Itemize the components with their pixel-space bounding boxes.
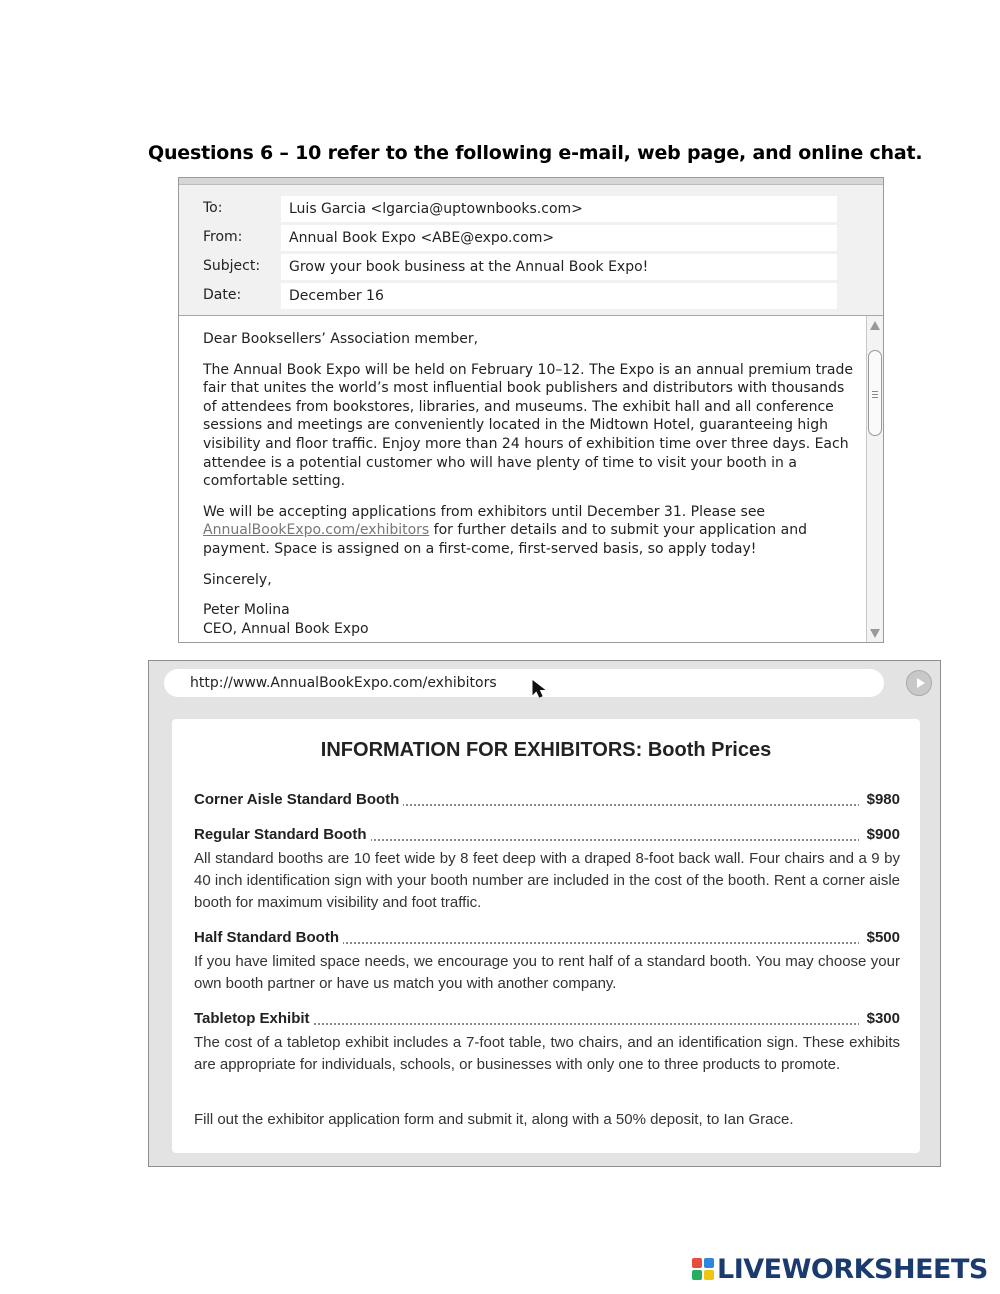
item-description: If you have limited space needs, we encourage you to rent half of a standard booth. You may choose your own booth partner or have us match you with another company.	[194, 953, 900, 992]
application-note: Fill out the exhibitor application form and submit it, along with a 50% deposit, to Ian Grace.	[194, 1111, 794, 1128]
item-description: The cost of a tabletop exhibit includes a 7-foot table, two chairs, and an identification sign. These exhibits are appropriate for individuals, schools, or businesses with only one to three products to promote.	[194, 1034, 900, 1073]
browser-window	[148, 660, 941, 1167]
grip-icon	[872, 391, 878, 392]
email-signer-title: CEO, Annual Book Expo	[203, 620, 369, 637]
exhibitors-link[interactable]: AnnualBookExpo.com/exhibitors	[203, 522, 430, 539]
email-signer-name: Peter Molina	[203, 602, 290, 619]
item-price: $900	[859, 826, 900, 843]
page-heading: Questions 6 – 10 refer to the following e-mail, web page, and online chat.	[148, 142, 923, 164]
email-scrollbar[interactable]	[866, 316, 883, 642]
item-price: $300	[859, 1010, 900, 1027]
price-item-half	[194, 929, 900, 995]
email-to-label: To:	[203, 200, 223, 216]
email-paragraph-2	[203, 503, 855, 559]
scroll-down-arrow-icon[interactable]	[870, 629, 880, 638]
item-price: $500	[859, 929, 900, 946]
price-item-corner	[194, 791, 900, 813]
email-date-field[interactable]: December 16	[281, 283, 837, 309]
address-bar[interactable]: http://www.AnnualBookExpo.com/exhibitors	[164, 669, 884, 697]
email-title-bar	[179, 178, 883, 185]
scroll-thumb[interactable]	[868, 350, 882, 436]
mouse-cursor-icon	[532, 680, 548, 698]
email-subject-label: Subject:	[203, 258, 261, 274]
email-window	[178, 177, 884, 643]
email-subject-row	[179, 254, 883, 282]
item-price: $980	[859, 791, 900, 808]
item-name: Corner Aisle Standard Booth	[194, 791, 403, 808]
email-date-label: Date:	[203, 287, 242, 303]
email-to-field[interactable]: Luis Garcia <lgarcia@uptownbooks.com>	[281, 196, 837, 222]
page-title: INFORMATION FOR EXHIBITORS: Booth Prices	[320, 739, 772, 761]
item-name: Tabletop Exhibit	[194, 1010, 314, 1027]
email-from-field[interactable]: Annual Book Expo <ABE@expo.com>	[281, 225, 837, 251]
email-date-row	[179, 283, 883, 311]
price-item-regular	[194, 826, 900, 914]
scroll-up-arrow-icon[interactable]	[870, 321, 880, 330]
logo-text: LIVEWORKSHEETS	[717, 1254, 988, 1285]
item-description: All standard booths are 10 feet wide by 8 feet deep with a draped 8-foot back wall. Four chairs and a 9 by 40 inch identification sign with your booth number are included in the cost of the booth. Rent a corner aisle booth for maximum visibility and foot traffic.	[194, 850, 900, 911]
email-body	[203, 330, 855, 638]
price-item-tabletop	[194, 1010, 900, 1076]
email-greeting: Dear Booksellers’ Association member,	[203, 331, 479, 347]
email-paragraph-2-end: for further details and to submit your application and payment. Space is assigned on a first-come, first-served basis, so apply today!	[203, 522, 807, 557]
email-from-label: From:	[203, 229, 243, 245]
email-header	[179, 185, 883, 316]
email-closing: Sincerely,	[203, 571, 272, 588]
item-name: Regular Standard Booth	[194, 826, 371, 843]
item-name: Half Standard Booth	[194, 929, 343, 946]
web-page-content	[172, 719, 920, 1153]
logo-mark-icon	[692, 1258, 714, 1280]
email-to-row	[179, 196, 883, 224]
go-button-icon[interactable]	[906, 670, 932, 696]
email-paragraph-2-start: We will be accepting applications from exhibitors until December 31. Please see	[203, 503, 766, 520]
email-paragraph-1: The Annual Book Expo will be held on February 10–12. The Expo is an annual premium trade fair that unites the world’s most influential book publishers and distributors with thousands of attendees from bookstores, libraries, and museums. The exhibit hall and all conference sessions and meetings are conveniently located in the Midtown Hotel, guaranteeing high visibility and floor traffic. Enjoy more than 24 hours of exhibition time over three days. Each attendee is a potential customer who will have plenty of time to visit your booth in a comfortable setting.	[203, 361, 854, 490]
email-from-row	[179, 225, 883, 253]
email-subject-field[interactable]: Grow your book business at the Annual Book Expo!	[281, 254, 837, 280]
